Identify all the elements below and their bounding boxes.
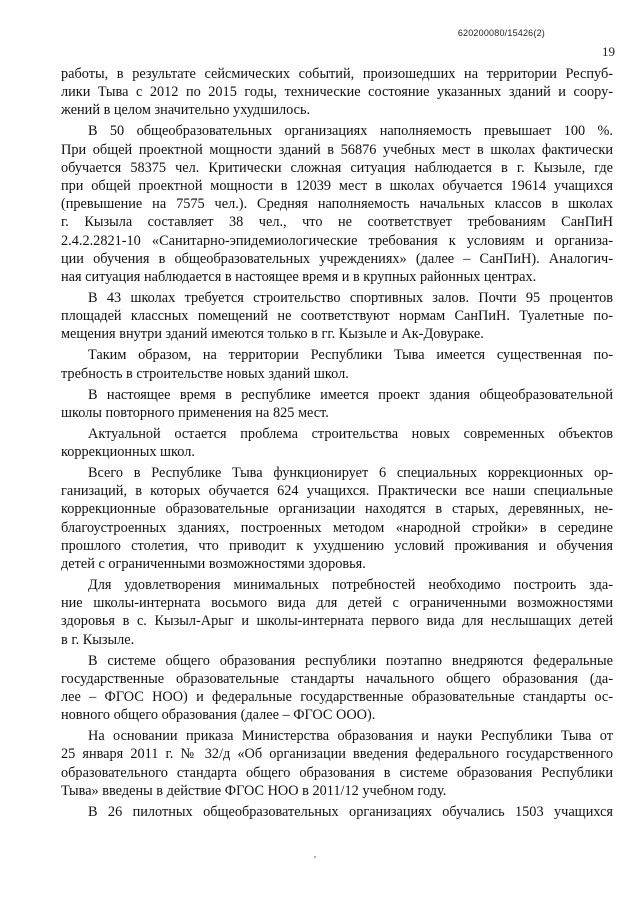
text-line: прошлого столетия, что приводит к ухудшению условий проживания и обучения bbox=[61, 537, 613, 554]
paragraph bbox=[61, 346, 613, 382]
text-line: при общей проектной мощности в 12039 мест в школах обучается 19614 учащихся bbox=[61, 178, 613, 195]
paragraph bbox=[61, 122, 613, 286]
text-line: коррекционных школ. bbox=[61, 444, 195, 461]
paragraph bbox=[61, 652, 613, 725]
text-line: новного общего образования (далее – ФГОС ООО). bbox=[61, 707, 376, 724]
paragraph bbox=[61, 803, 613, 821]
text-line: государственные образовательные стандарты начального общего образования (да- bbox=[61, 670, 613, 687]
text-line: мещения внутри зданий имеются только в гг. Кызыле и Ак-Довураке. bbox=[61, 326, 484, 343]
text-line: коррекционные образовательные организации находятся в старых, деревянных, не- bbox=[61, 501, 613, 518]
text-line: В 43 школах требуется строительство спортивных залов. Почти 95 процентов bbox=[88, 290, 613, 307]
scan-speck bbox=[314, 856, 316, 858]
paragraph bbox=[61, 425, 613, 461]
text-line: Таким образом, на территории Республики Тыва имеется существенная по- bbox=[88, 347, 613, 364]
text-line: В настоящее время в республике имеется проект здания общеобразовательной bbox=[88, 386, 613, 403]
document-code: 620200080/15426(2) bbox=[457, 28, 545, 38]
text-line: лики Тыва с 2012 по 2015 годы, технические состояние указанных зданий и соору- bbox=[61, 84, 613, 101]
text-line: В 26 пилотных общеобразовательных организациях обучались 1503 учащихся bbox=[88, 803, 613, 820]
text-line: Для удовлетворения минимальных потребностей необходимо построить зда- bbox=[88, 577, 613, 594]
text-line: 25 января 2011 г. № 32/д «Об организации введения федерального государственного bbox=[61, 746, 613, 763]
text-line: школы повторного применения на 825 мест. bbox=[61, 404, 329, 421]
text-line: ции обучения в общеобразовательных учреждениях» (далее – СанПиН). Аналогич- bbox=[61, 250, 613, 267]
text-line: работы, в результате сейсмических событий, произошедших на территории Респуб- bbox=[61, 66, 613, 82]
text-line: в г. Кызыле. bbox=[61, 631, 135, 648]
text-line: детей с ограниченными возможностями здоровья. bbox=[61, 556, 366, 573]
body-text bbox=[61, 65, 613, 824]
paragraph bbox=[61, 289, 613, 344]
text-line: Всего в Республике Тыва функционирует 6 специальных коррекционных ор- bbox=[88, 465, 613, 482]
text-line: ганизаций, в которых обучается 624 учащихся. Практически все наши специальные bbox=[61, 483, 613, 500]
text-line: Тыва» введены в действие ФГОС НОО в 2011/12 учебном году. bbox=[61, 782, 447, 799]
paragraph bbox=[61, 576, 613, 649]
text-line: ние школы-интерната восьмого вида для детей с ограниченными возможностями bbox=[61, 595, 613, 612]
text-line: В 50 общеобразовательных организациях наполняемость превышает 100 %. bbox=[88, 123, 613, 140]
text-line: жений в целом значительно ухудшилось. bbox=[61, 102, 311, 119]
text-line: г. Кызыла составляет 38 чел., что не соответствует требованиям СанПиН bbox=[61, 214, 613, 231]
text-line: площадей классных помещений не соответствуют нормам СанПиН. Туалетные по- bbox=[61, 308, 613, 325]
text-line: На основании приказа Министерства образования и науки Республики Тыва от bbox=[88, 728, 613, 745]
text-line: При общей проектной мощности зданий в 56876 учебных мест в школах фактически bbox=[61, 141, 613, 158]
page-number: 19 bbox=[602, 44, 615, 59]
text-line: обучается 58375 чел. Критически сложная ситуация наблюдается в г. Кызыле, где bbox=[61, 159, 613, 176]
paragraph bbox=[61, 65, 613, 120]
text-line: В системе общего образования республики поэтапно внедряются федеральные bbox=[88, 652, 613, 669]
text-line: требность в строительстве новых зданий школ. bbox=[61, 365, 349, 382]
text-line: ная ситуация наблюдается в настоящее время и в крупных районных центрах. bbox=[61, 269, 537, 286]
paragraph bbox=[61, 386, 613, 422]
text-line: (превышение на 7575 чел.). Средняя наполняемость начальных классов в школах bbox=[61, 196, 613, 213]
paragraph bbox=[61, 727, 613, 800]
text-line: лее – ФГОС НОО) и федеральные государственные образовательные стандарты ос- bbox=[61, 689, 613, 706]
text-line: образовательного стандарта общего образования в системе образования Республики bbox=[61, 764, 613, 781]
text-line: здоровья в с. Кызыл-Арыг и школы-интерната первого вида для неслышащих детей bbox=[61, 613, 613, 630]
text-line: Актуальной остается проблема строительства новых современных объектов bbox=[88, 425, 613, 442]
text-line: благоустроенных зданиях, построенных методом «народной стройки» в середине bbox=[61, 519, 613, 536]
text-line: 2.4.2.2821-10 «Санитарно-эпидемиологические требования к условиям и организа- bbox=[61, 232, 613, 249]
paragraph bbox=[61, 464, 613, 573]
